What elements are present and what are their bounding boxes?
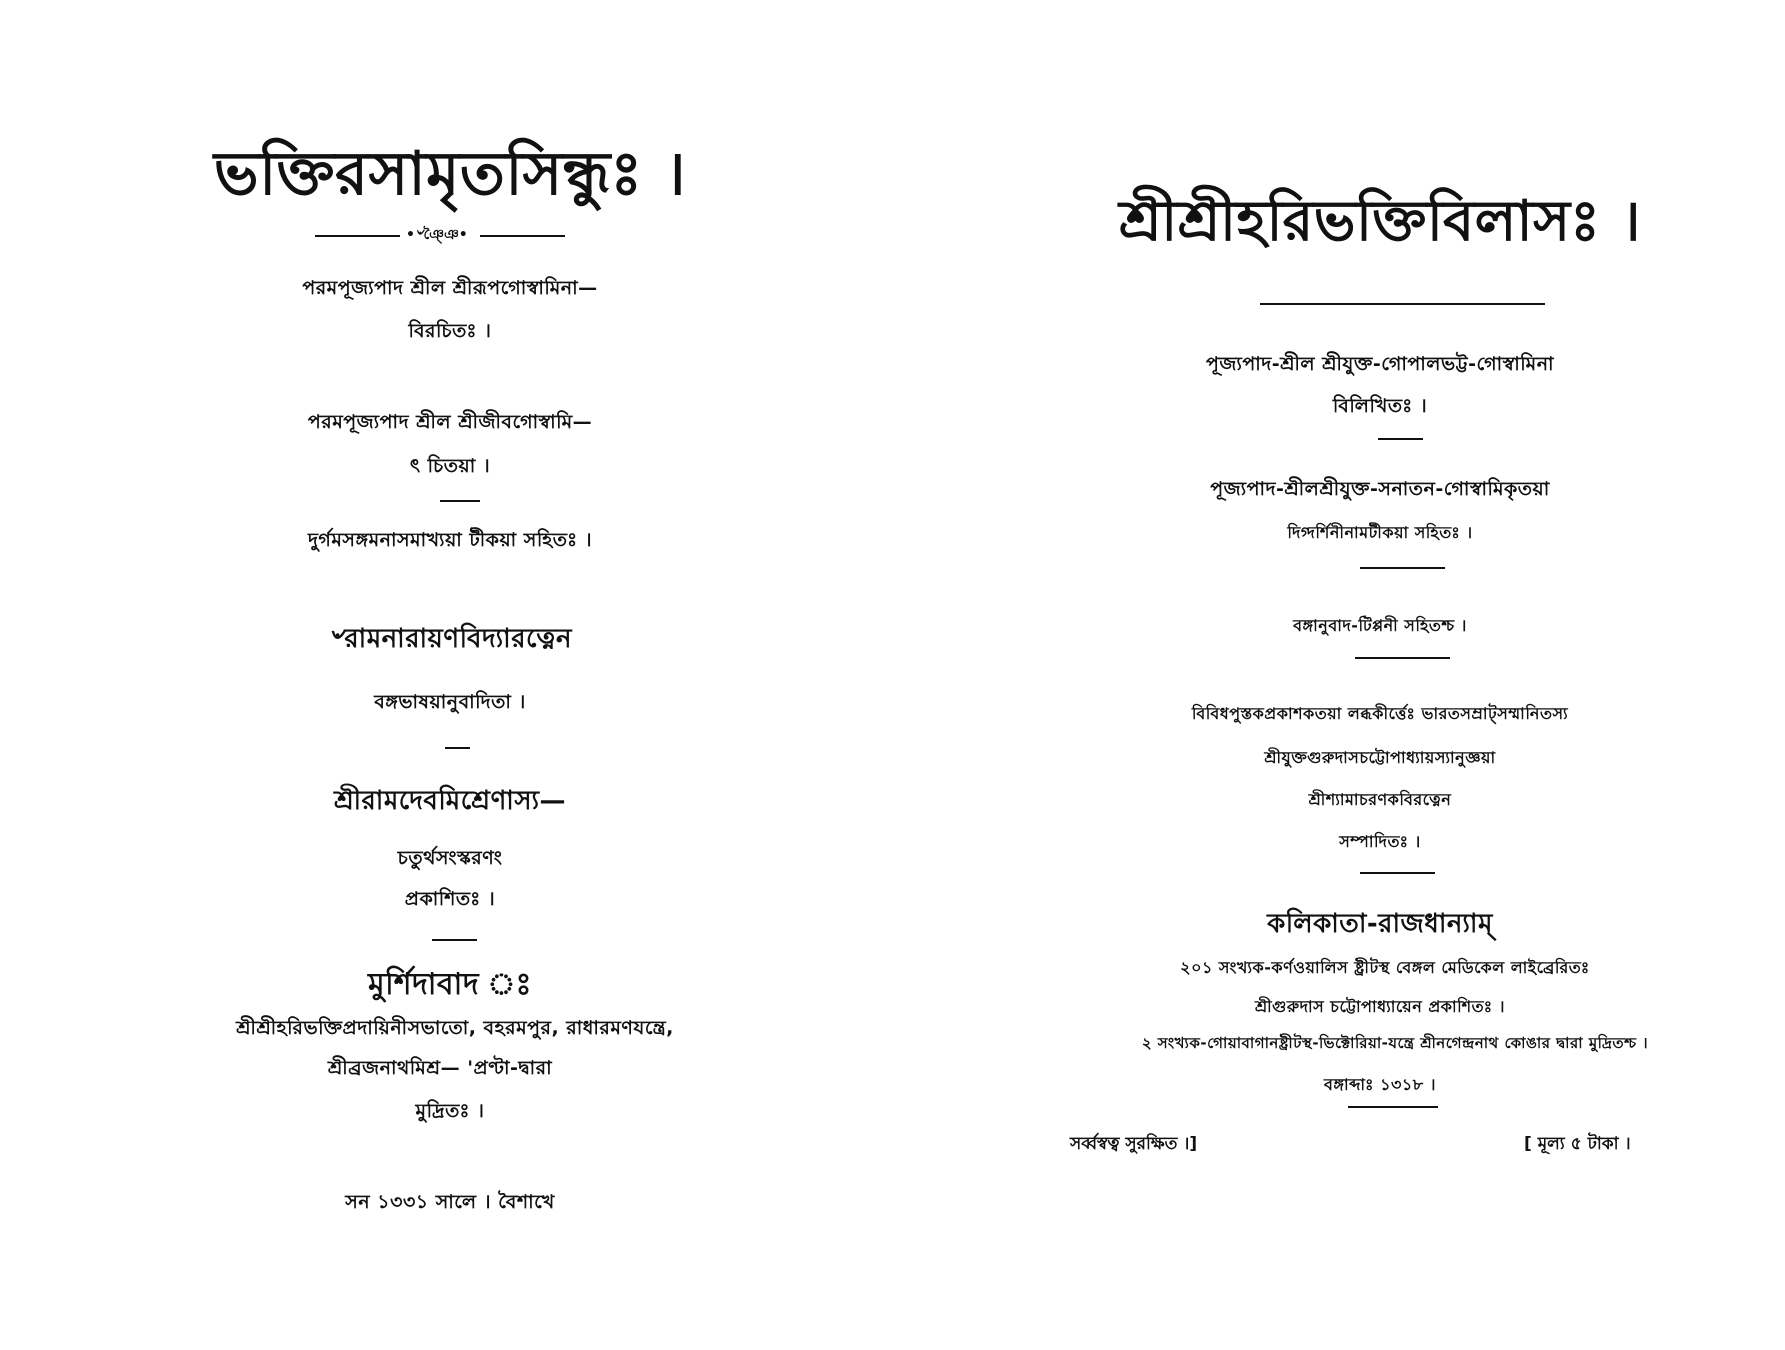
left-rule-3 bbox=[445, 747, 470, 749]
left-line-3: পরমপূজ্যপাদ শ্রীল শ্রীজীবগোস্বামি— bbox=[307, 411, 593, 433]
left-line-14: মুদ্রিতঃ । bbox=[415, 1100, 485, 1122]
right-line-8: শ্রীশ্যামাচরণকবিরত্নেন bbox=[1308, 790, 1452, 809]
left-line-13: শ্রীব্রজনাথমিশ্র— 'প্রণ্টা-দ্বারা bbox=[327, 1057, 553, 1079]
left-line-10: প্রকাশিতঃ । bbox=[404, 888, 496, 910]
right-line-5: বঙ্গানুবাদ-টিপ্পনী সহিতশ্চ । bbox=[1293, 616, 1467, 635]
left-line-12: শ্রীশ্রীহরিভক্তিপ্রদায়িনীসভাতো, বহরমপুর, রাধারমণযন্ত্রে, bbox=[236, 1017, 674, 1039]
right-rule-2 bbox=[1378, 438, 1423, 440]
right-line-13: ২ সংখ্যক-গোয়াবাগানষ্ট্রীটস্থ-ভিক্টোরিয়া-যন্ত্রে শ্রীনগেন্দ্রনাথ কোঙার দ্বারা মুদ্রিতশ্চ । bbox=[1141, 1034, 1649, 1052]
left-line-8: শ্রীরামদেবমিশ্রেণাস্য— bbox=[333, 786, 567, 816]
right-line-1: পূজ্যপাদ-শ্রীল শ্রীযুক্ত-গোপালভট্ট-গোস্বামিনা bbox=[1205, 353, 1555, 375]
right-rule-1 bbox=[1260, 303, 1545, 305]
left-line-2: বিরচিতঃ । bbox=[408, 320, 492, 342]
left-line-5: দুর্গমসঙ্গমনাসমাখ্যয়া টীকয়া সহিতঃ । bbox=[307, 529, 593, 551]
right-line-14: বঙ্গাব্দাঃ ১৩১৮ । bbox=[1324, 1075, 1436, 1094]
right-rule-6 bbox=[1348, 1106, 1438, 1108]
right-rule-5 bbox=[1360, 872, 1435, 874]
left-line-11: মুর্শিদাবাদ ঃ bbox=[367, 967, 532, 1002]
left-rule-4 bbox=[432, 939, 477, 941]
right-line-6: বিবিধপুস্তকপ্রকাশকতয়া লব্ধকীর্ত্তেঃ ভারতসম্রাট্সম্মানিতস্য bbox=[1191, 704, 1569, 723]
right-rule-3 bbox=[1360, 567, 1445, 569]
left-line-4: ৎ চিতয়া । bbox=[409, 455, 491, 477]
left-line-1: পরমপূজ্যপাদ শ্রীল শ্রীরূপগোস্বামিনা— bbox=[302, 277, 598, 299]
left-title-page bbox=[170, 0, 730, 1350]
right-page-title: শ্রীশ্রীহরিভক্তিবিলাসঃ । bbox=[1119, 189, 1641, 254]
left-line-7: বঙ্গভাষয়ানুবাদিতা । bbox=[374, 691, 526, 713]
right-rule-4 bbox=[1355, 657, 1450, 659]
right-line-7: শ্রীযুক্তগুরুদাসচট্টোপাধ্যায়স্যানুজ্ঞয়া bbox=[1264, 748, 1496, 767]
price-note: [ মূল্য ৫ টাকা । bbox=[1524, 1134, 1631, 1154]
right-line-11: ২০১ সংখ্যক-কর্ণওয়ালিস ষ্ট্রীটস্থ বেঙ্গল মেডিকেল লাইব্রেরিতঃ bbox=[1180, 958, 1590, 977]
left-rule-1a bbox=[315, 235, 400, 237]
left-ornament: •৺ঞ্ঞৈ• bbox=[402, 228, 472, 242]
left-rule-2 bbox=[440, 500, 480, 502]
copyright-note: সর্ব্বস্বত্ব সুরক্ষিত ।] bbox=[1070, 1134, 1198, 1154]
left-line-15: সন ১৩৩১ সালে । বৈশাখে bbox=[345, 1191, 555, 1213]
right-line-10: কলিকাতা-রাজধান্যাম্ bbox=[1267, 909, 1493, 939]
left-line-9: চতুর্থসংস্করণং bbox=[397, 847, 503, 869]
left-line-6: ৺রামনারায়ণবিদ্যারত্নেন bbox=[327, 624, 573, 654]
right-line-9: সম্পাদিতঃ । bbox=[1339, 832, 1421, 851]
right-line-2: বিলিখিতঃ । bbox=[1332, 395, 1428, 417]
left-page-title: ভক্তিরসামৃতসিন্ধুঃ । bbox=[213, 139, 687, 209]
right-line-4: দিগ্দর্শিনীনামটীকয়া সহিতঃ । bbox=[1287, 523, 1473, 542]
right-line-12: শ্রীগুরুদাস চট্টোপাধ্যায়েন প্রকাশিতঃ । bbox=[1255, 997, 1505, 1016]
left-rule-1b bbox=[480, 235, 565, 237]
right-line-3: পূজ্যপাদ-শ্রীলশ্রীযুক্ত-সনাতন-গোস্বামিকৃতয়া bbox=[1210, 478, 1550, 500]
